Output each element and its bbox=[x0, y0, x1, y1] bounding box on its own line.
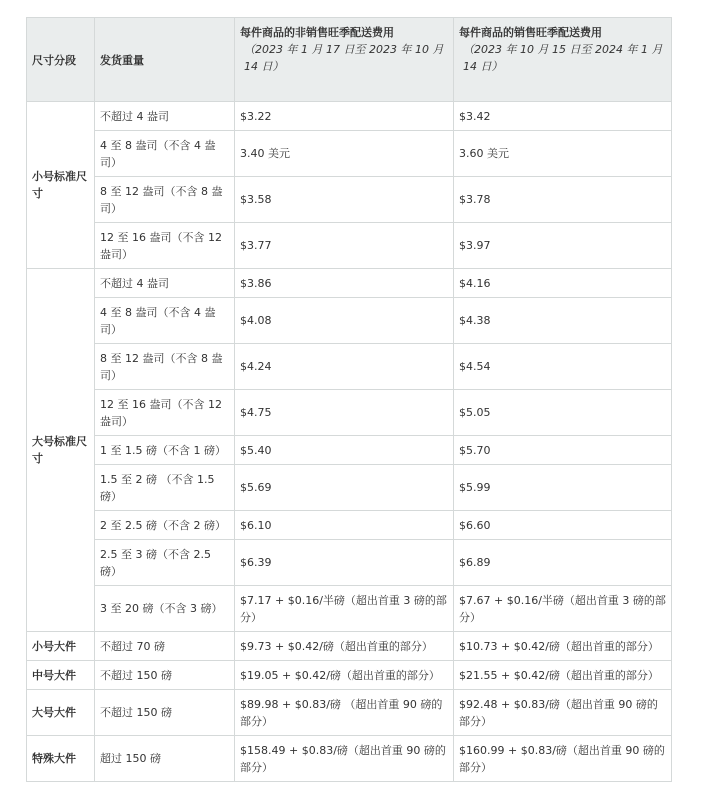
nonpeak-fee-cell: $7.17 + $0.16/半磅（超出首重 3 磅的部分） bbox=[235, 586, 454, 632]
nonpeak-fee-cell: $6.39 bbox=[235, 540, 454, 586]
peak-fee-cell: $5.05 bbox=[454, 390, 672, 436]
nonpeak-fee-cell: $4.08 bbox=[235, 298, 454, 344]
peak-fee-cell: $3.97 bbox=[454, 223, 672, 269]
table-row bbox=[27, 540, 672, 586]
peak-fee-cell: $92.48 + $0.83/磅（超出首重 90 磅的部分） bbox=[454, 690, 672, 736]
table-row bbox=[27, 586, 672, 632]
nonpeak-fee-cell: $4.24 bbox=[235, 344, 454, 390]
nonpeak-fee-cell: $9.73 + $0.42/磅（超出首重的部分） bbox=[235, 632, 454, 661]
shipping-weight-cell: 4 至 8 盎司（不含 4 盎司） bbox=[95, 298, 235, 344]
peak-fee-cell: $5.99 bbox=[454, 465, 672, 511]
header-row bbox=[27, 18, 672, 102]
table-row bbox=[27, 736, 672, 782]
shipping-weight-cell: 不超过 4 盎司 bbox=[95, 102, 235, 131]
nonpeak-fee-cell: $6.10 bbox=[235, 511, 454, 540]
table-header bbox=[27, 18, 672, 102]
nonpeak-fee-cell: $5.69 bbox=[235, 465, 454, 511]
peak-fee-cell: $7.67 + $0.16/半磅（超出首重 3 磅的部分） bbox=[454, 586, 672, 632]
nonpeak-fee-cell: $3.77 bbox=[235, 223, 454, 269]
nonpeak-fee-cell: $3.86 bbox=[235, 269, 454, 298]
table-row bbox=[27, 269, 672, 298]
table-body bbox=[27, 102, 672, 782]
peak-fee-cell: 3.60 美元 bbox=[454, 131, 672, 177]
size-segment-cell: 大号大件 bbox=[27, 690, 95, 736]
table-row bbox=[27, 131, 672, 177]
shipping-weight-cell: 2 至 2.5 磅（不含 2 磅） bbox=[95, 511, 235, 540]
header-nonpeak-title: 每件商品的非销售旺季配送费用 bbox=[240, 26, 394, 39]
table-row bbox=[27, 177, 672, 223]
size-segment-cell: 小号标准尺寸 bbox=[27, 102, 95, 269]
header-size-segment: 尺寸分段 bbox=[27, 18, 95, 102]
table-row bbox=[27, 298, 672, 344]
shipping-weight-cell: 2.5 至 3 磅（不含 2.5 磅） bbox=[95, 540, 235, 586]
shipping-weight-cell: 8 至 12 盎司（不含 8 盎司） bbox=[95, 344, 235, 390]
table-row bbox=[27, 690, 672, 736]
table-row bbox=[27, 632, 672, 661]
nonpeak-fee-cell: 3.40 美元 bbox=[235, 131, 454, 177]
shipping-weight-cell: 1.5 至 2 磅 （不含 1.5 磅） bbox=[95, 465, 235, 511]
peak-fee-cell: $10.73 + $0.42/磅（超出首重的部分） bbox=[454, 632, 672, 661]
fee-table-container bbox=[26, 17, 672, 782]
shipping-weight-cell: 不超过 150 磅 bbox=[95, 661, 235, 690]
peak-fee-cell: $4.54 bbox=[454, 344, 672, 390]
nonpeak-fee-cell: $3.58 bbox=[235, 177, 454, 223]
table-row bbox=[27, 436, 672, 465]
shipping-weight-cell: 12 至 16 盎司（不含 12 盎司） bbox=[95, 223, 235, 269]
header-peak-fee bbox=[454, 18, 672, 102]
nonpeak-fee-cell: $3.22 bbox=[235, 102, 454, 131]
table-row bbox=[27, 390, 672, 436]
peak-fee-cell: $21.55 + $0.42/磅（超出首重的部分） bbox=[454, 661, 672, 690]
peak-fee-cell: $3.78 bbox=[454, 177, 672, 223]
table-row bbox=[27, 102, 672, 131]
fulfillment-fee-table bbox=[26, 17, 672, 782]
peak-fee-cell: $6.60 bbox=[454, 511, 672, 540]
header-nonpeak-fee bbox=[235, 18, 454, 102]
size-segment-cell: 大号标准尺寸 bbox=[27, 269, 95, 632]
nonpeak-fee-cell: $4.75 bbox=[235, 390, 454, 436]
peak-fee-cell: $6.89 bbox=[454, 540, 672, 586]
peak-fee-cell: $160.99 + $0.83/磅（超出首重 90 磅的部分） bbox=[454, 736, 672, 782]
header-nonpeak-period: （2023 年 1 月 17 日至 2023 年 10 月 14 日） bbox=[244, 43, 444, 73]
shipping-weight-cell: 超过 150 磅 bbox=[95, 736, 235, 782]
shipping-weight-cell: 4 至 8 盎司（不含 4 盎司） bbox=[95, 131, 235, 177]
header-peak-period: （2023 年 10 月 15 日至 2024 年 1 月 14 日） bbox=[463, 43, 663, 73]
peak-fee-cell: $4.16 bbox=[454, 269, 672, 298]
table-row bbox=[27, 465, 672, 511]
table-row bbox=[27, 223, 672, 269]
nonpeak-fee-cell: $89.98 + $0.83/磅 （超出首重 90 磅的部分） bbox=[235, 690, 454, 736]
header-peak-title: 每件商品的销售旺季配送费用 bbox=[459, 26, 602, 39]
peak-fee-cell: $3.42 bbox=[454, 102, 672, 131]
nonpeak-fee-cell: $19.05 + $0.42/磅（超出首重的部分） bbox=[235, 661, 454, 690]
table-row bbox=[27, 511, 672, 540]
shipping-weight-cell: 3 至 20 磅（不含 3 磅） bbox=[95, 586, 235, 632]
shipping-weight-cell: 不超过 4 盎司 bbox=[95, 269, 235, 298]
peak-fee-cell: $4.38 bbox=[454, 298, 672, 344]
size-segment-cell: 中号大件 bbox=[27, 661, 95, 690]
shipping-weight-cell: 不超过 150 磅 bbox=[95, 690, 235, 736]
shipping-weight-cell: 1 至 1.5 磅（不含 1 磅） bbox=[95, 436, 235, 465]
size-segment-cell: 特殊大件 bbox=[27, 736, 95, 782]
table-row bbox=[27, 344, 672, 390]
nonpeak-fee-cell: $158.49 + $0.83/磅（超出首重 90 磅的部分） bbox=[235, 736, 454, 782]
shipping-weight-cell: 12 至 16 盎司（不含 12 盎司） bbox=[95, 390, 235, 436]
shipping-weight-cell: 不超过 70 磅 bbox=[95, 632, 235, 661]
peak-fee-cell: $5.70 bbox=[454, 436, 672, 465]
size-segment-cell: 小号大件 bbox=[27, 632, 95, 661]
nonpeak-fee-cell: $5.40 bbox=[235, 436, 454, 465]
table-row bbox=[27, 661, 672, 690]
header-shipping-weight: 发货重量 bbox=[95, 18, 235, 102]
shipping-weight-cell: 8 至 12 盎司（不含 8 盎司） bbox=[95, 177, 235, 223]
